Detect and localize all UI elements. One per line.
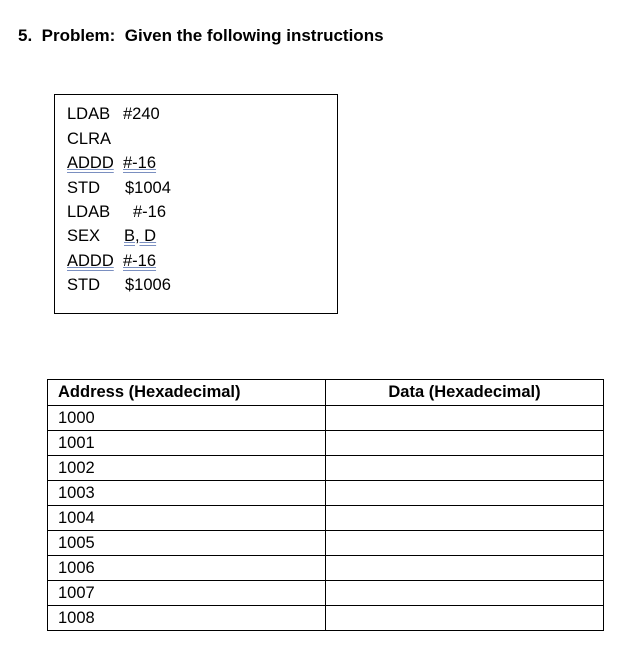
data-cell[interactable] — [326, 531, 604, 556]
data-cell[interactable] — [326, 431, 604, 456]
code-opcode: CLRA — [67, 130, 112, 148]
data-cell[interactable] — [326, 456, 604, 481]
address-cell: 1008 — [48, 606, 326, 631]
code-opcode: ADDD — [67, 252, 114, 270]
table-header-row — [48, 380, 604, 406]
table-row — [48, 531, 604, 556]
code-operand: #-16 — [133, 203, 167, 221]
address-column-header: Address (Hexadecimal) — [48, 380, 326, 406]
table-row — [48, 506, 604, 531]
code-opcode: ADDD — [67, 154, 114, 172]
code-operand: #-16 — [123, 154, 157, 172]
table-row — [48, 481, 604, 506]
table-row — [48, 456, 604, 481]
address-cell: 1006 — [48, 556, 326, 581]
instruction-box — [54, 94, 338, 314]
code-operand: #240 — [123, 105, 160, 123]
address-cell: 1000 — [48, 406, 326, 431]
table-row — [48, 606, 604, 631]
code-operand: #-16 — [123, 252, 157, 270]
data-cell[interactable] — [326, 606, 604, 631]
code-opcode: LDAB — [67, 203, 111, 221]
table-row — [48, 581, 604, 606]
code-operand: B, D — [124, 227, 157, 245]
table-row — [48, 556, 604, 581]
address-cell: 1004 — [48, 506, 326, 531]
address-cell: 1007 — [48, 581, 326, 606]
address-cell: 1001 — [48, 431, 326, 456]
data-cell[interactable] — [326, 581, 604, 606]
data-cell[interactable] — [326, 556, 604, 581]
table-row — [48, 406, 604, 431]
data-column-header: Data (Hexadecimal) — [326, 380, 604, 406]
problem-heading: 5. Problem: Given the following instructions — [18, 26, 384, 45]
address-cell: 1005 — [48, 531, 326, 556]
data-cell[interactable] — [326, 406, 604, 431]
code-opcode: STD — [67, 179, 100, 197]
code-opcode: LDAB — [67, 105, 111, 123]
code-operand: $1004 — [125, 179, 171, 197]
table-row — [48, 431, 604, 456]
data-cell[interactable] — [326, 506, 604, 531]
code-opcode: STD — [67, 276, 100, 294]
memory-table — [47, 379, 604, 631]
code-operand: $1006 — [125, 276, 171, 294]
address-cell: 1002 — [48, 456, 326, 481]
code-opcode: SEX — [67, 227, 101, 245]
address-cell: 1003 — [48, 481, 326, 506]
data-cell[interactable] — [326, 481, 604, 506]
